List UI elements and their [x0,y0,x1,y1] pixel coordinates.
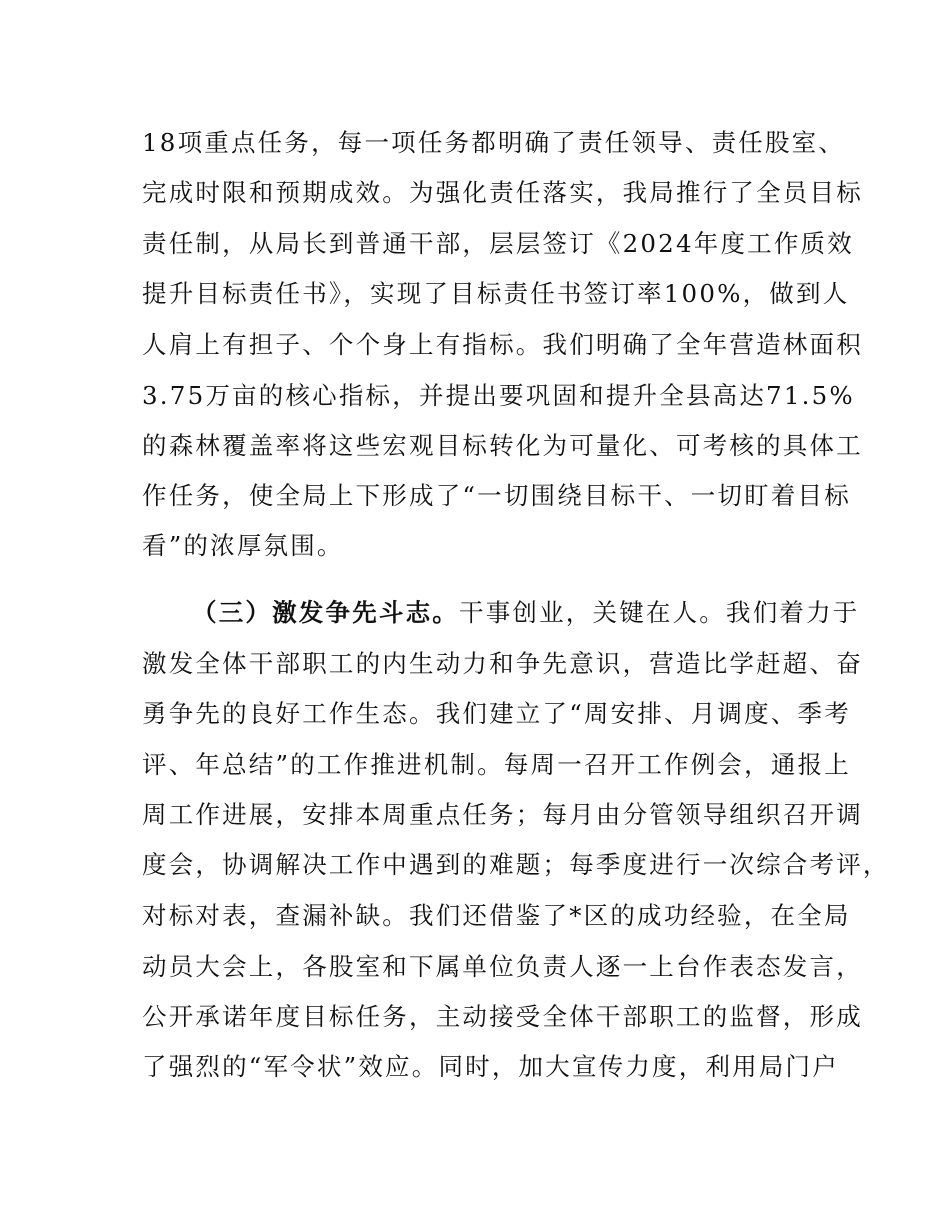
paragraph-1-line-3: 责任制，从局长到普通干部，层层签订《2024年度工作质效 [142,229,854,258]
paragraph-1-line-4: 提升目标责任书》，实现了目标责任书签订率100%，做到人 [142,279,850,308]
paragraph-1-line-2: 完成时限和预期成效。为强化责任落实，我局推行了全员目标 [142,178,863,207]
paragraph-1-line-6: 3.75万亩的核心指标，并提出要巩固和提升全县高达71.5% [142,381,855,410]
paragraph-1-line-9: 看”的浓厚氛围。 [142,531,344,560]
paragraph-2-line-5: 周工作进展，安排本周重点任务；每月由分管领导组织召开调 [142,800,863,829]
paragraph-2-line-10: 了强烈的“军令状”效应。同时，加大宣传力度，利用局门户 [142,1052,839,1081]
paragraph-2-line-7: 对标对表，查漏补缺。我们还借鉴了*区的成功经验，在全局 [142,901,851,930]
paragraph-1-line-1: 18项重点任务，每一项任务都明确了责任领导、责任股室、 [142,128,846,157]
paragraph-2-line-4: 评、年总结”的工作推进机制。每周一召开工作例会，通报上 [142,750,851,779]
paragraph-1-line-7: 的森林覆盖率将这些宏观目标转化为可量化、可考核的具体工 [142,431,863,460]
paragraph-1-line-5: 人肩上有担子、个个身上有指标。我们明确了全年营造林面积 [142,330,863,359]
paragraph-2-line-6: 度会，协调解决工作中遇到的难题；每季度进行一次综合考评， [142,850,890,879]
paragraph-2-line-8: 动员大会上，各股室和下属单位负责人逐一上台作表态发言， [142,952,863,981]
paragraph-1-line-8: 作任务，使全局上下形成了“一切围绕目标干、一切盯着目标 [142,481,851,510]
paragraph-2-line-9: 公开承诺年度目标任务，主动接受全体干部职工的监督，形成 [142,1002,863,1031]
paragraph-2-line-1 [192,596,860,630]
section-heading: （三）激发争先斗志。 [192,598,459,627]
paragraph-2-line-2: 激发全体干部职工的内生动力和争先意识，营造比学赶超、奋 [142,649,863,678]
paragraph-2-line-1-text: 干事创业，关键在人。我们着力于 [459,598,860,627]
paragraph-2-line-3: 勇争先的良好工作生态。我们建立了“周安排、月调度、季考 [142,699,851,728]
